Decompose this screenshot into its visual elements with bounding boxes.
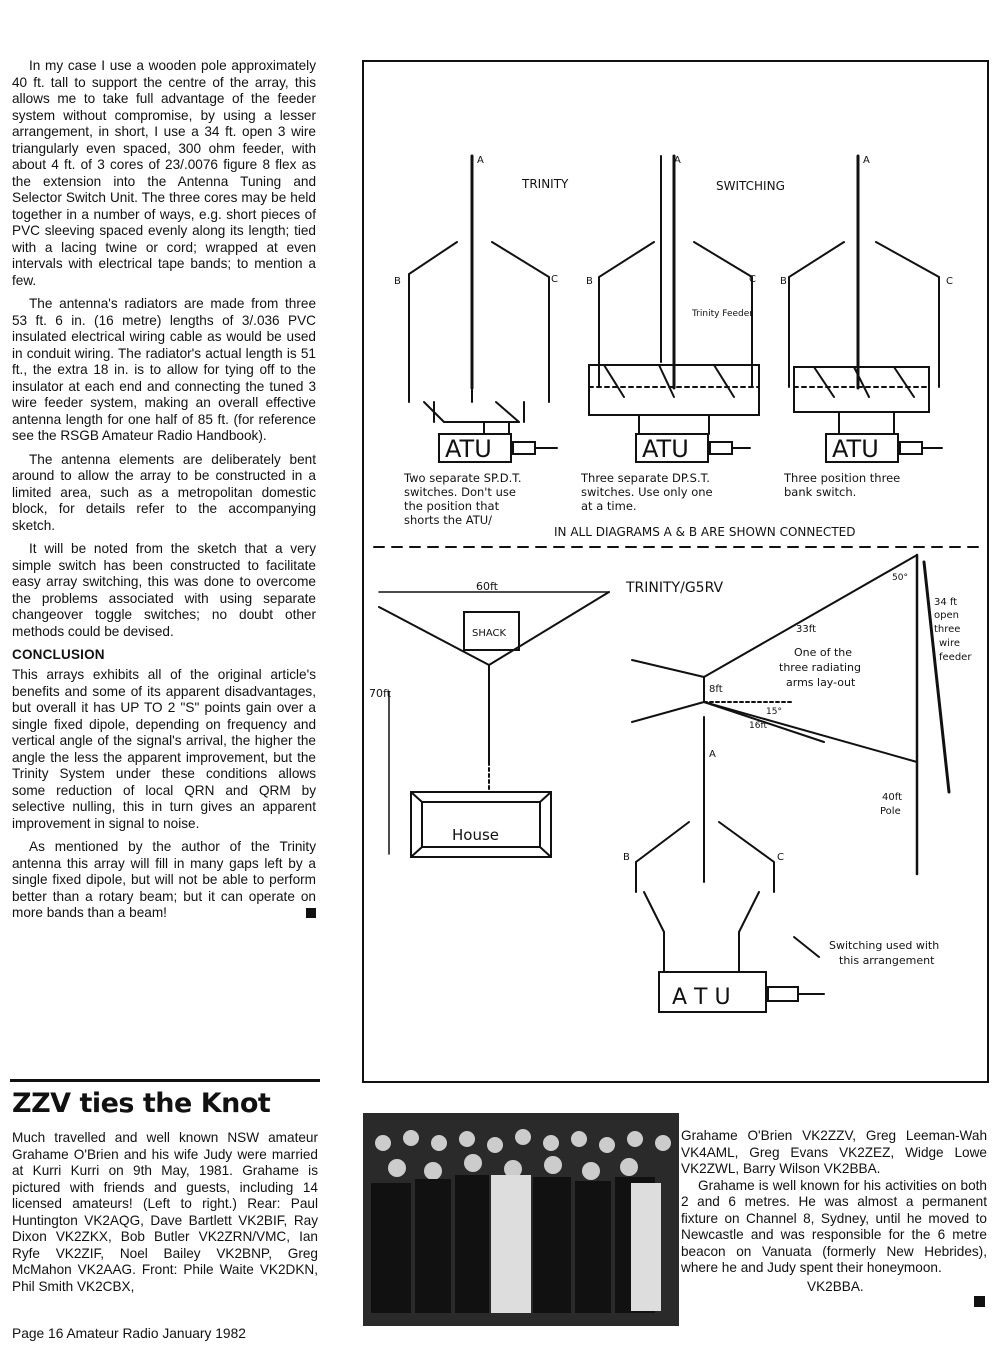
conclusion-paragraph-1: This arrays exhibits all of the original article's benefits and some of its apparent disadvantages, but overall it has UP TO 2 "S" points gain over a single fixed dipole, depending on frequency and vertical angle of the signal's arrival, the higher the angle the less the apparent improvement, but the Trinity System under these conditions allows some reduction of local QRN and QRM by selective nulling, this in turn gives an apparent improvement in signal to noise.: [12, 667, 316, 831]
zzv-title: ZZV ties the Knot: [12, 1088, 271, 1119]
pole-line1: 40ft: [882, 792, 902, 803]
atu-label-1: ATU: [445, 435, 492, 463]
label-b-1: B: [394, 276, 401, 287]
article-paragraph-3: The antenna elements are deliberately bent around to allow the array to be constructed in a limited area, such as a metropolitan domestic block, for details refer to the accompanying sketch.: [12, 451, 316, 533]
end-mark-2: [974, 1296, 985, 1307]
wedding-photo-drawing: [363, 1113, 679, 1326]
dim-8ft: 8ft: [709, 684, 723, 695]
caption3-line1: Three position three: [784, 471, 901, 485]
dim-33ft: 33ft: [796, 624, 816, 635]
diagram-1: [409, 156, 557, 462]
house-label: House: [452, 826, 500, 844]
caption2-line2: switches. Use only one: [581, 485, 713, 499]
feeder-line1: 34 ft: [934, 597, 958, 608]
conclusion-paragraph-2: [12, 839, 316, 922]
zzv-continued-paragraph: Grahame O'Brien VK2ZZV, Greg Leeman-Wah VK4AML, Greg Evans VK2ZEZ, Widge Lowe VK2ZWL, Barry Wilson VK2BBA.: [681, 1128, 987, 1176]
diagram-3: [789, 156, 942, 462]
feeder-line5: feeder: [939, 652, 972, 663]
article-paragraph-4: It will be noted from the sketch that a very simple switch has been constructed to facilitate easy array switching, this was done to overcome the problems associated with using separate changeover toggle switches; no doubt other methods could be devised.: [12, 541, 316, 639]
end-mark: [306, 908, 316, 918]
article-paragraph-1: In my case I use a wooden pole approximately 40 ft. tall to support the centre of the array, this allows me to take full advantage of the feeder system without compromise, by using a lesser arrangement, in short, I use a 34 ft. open 3 wire triangularly even spaced, 300 ohm feeder, with about 4 ft. of 3 cores of 23/.0076 figure 8 flex as the extension into the Antenna Tuning and Selector Switch Unit. The three cores may be held together in a number of ways, e.g. short pieces of PVC sleeving spaced evenly along its length; tied with a lacing twine or cord; wrapped at even intervals with electrical tape bands; to mention a few.: [12, 58, 316, 288]
caption3-line2: bank switch.: [784, 485, 857, 499]
feeder-line4: wire: [939, 638, 961, 649]
article-paragraph-2: The antenna's radiators are made from three 53 ft. 6 in. (16 metre) lengths of 3/.036 PVC insulated electrical wiring cable as would be used in conduit wiring. The radiator's actual length is 51 ft., the extra 18 in. is to allow for tying off to the insulator at each end and connecting the tuned 3 wire feeder system, making an overall effective antenna length for one half of 85 ft. (for reference see the RSGB Amateur Radio Handbook).: [12, 296, 316, 443]
label-b-4: B: [623, 852, 630, 863]
feeder-line3: three: [934, 624, 961, 635]
conclusion-paragraph-2-text: As mentioned by the author of the Trinity antenna this array will fill in many gaps left by a single fixed dipole, but will not be able to perform better than a rotary beam; but it can operate on more bands than a beam!: [12, 839, 316, 920]
shack-label: SHACK: [472, 628, 507, 639]
label-c-2: C: [749, 274, 756, 285]
page-footer: Page 16 Amateur Radio January 1982: [12, 1326, 246, 1341]
trinity-feeder-label: Trinity Feeder: [692, 309, 754, 319]
caption2-line3: at a time.: [581, 499, 637, 513]
label-a-3: A: [863, 155, 870, 166]
wedding-photo: [363, 1113, 679, 1326]
zzv-continued: [681, 1128, 987, 1294]
label-c-1: C: [551, 274, 558, 285]
title-switching: SWITCHING: [716, 179, 785, 193]
zzv-paragraph-2: Grahame is well known for his activities on both 2 and 6 metres. He was almost a permanent fixture on Channel 8, Sydney, until he moved to Newcastle and was responsible for the 6 metre beacon on Vanuata (formerly New Hebrides), where he and Judy spent their honeymoon.: [681, 1177, 987, 1275]
zzv-body: [12, 1130, 318, 1302]
label-c-4: C: [777, 852, 784, 863]
layout-line2: three radiating: [779, 661, 861, 674]
layout-line1: One of the: [794, 646, 853, 659]
angle-50: 50°: [892, 573, 908, 583]
switching-note-2: this arrangement: [839, 954, 935, 967]
section-rule: [10, 1079, 320, 1082]
signature: VK2BBA.: [807, 1278, 864, 1294]
switching-note-1: Switching used with: [829, 939, 940, 952]
pole-line2: Pole: [880, 806, 901, 817]
layout-line3: arms lay-out: [786, 676, 856, 689]
caption1-line2: switches. Don't use: [404, 485, 516, 499]
dim-16ft: 16ft: [749, 721, 767, 731]
dim-70ft: 70ft: [369, 687, 391, 700]
left-column: [12, 58, 316, 929]
atu-label-2: ATU: [642, 435, 689, 463]
label-b-3: B: [780, 276, 787, 287]
zzv-paragraph: Much travelled and well known NSW amateur Grahame O'Brien and his wife Judy were married at Kurri Kurri on 9th May, 1981. Grahame is pictured with friends and guests, including 14 licensed amateurs! (Left to right.) Rear: Paul Huntington VK2AQG, Dave Bartlett VK2BIF, Ray Dixon VK2ZKX, Bob Butler VK2ZRN/VMC, Ian Ryfe VK2ZIF, Noel Bailey VK2BNP, Greg McMahon VK2AAG. Front: Phile Waite VK2DKN, Phil Smith VK2CBX,: [12, 1130, 318, 1294]
g5rv-title: TRINITY/G5RV: [626, 580, 724, 596]
title-trinity: TRINITY: [522, 177, 569, 191]
label-c-3: C: [946, 276, 953, 287]
caption1-line4: shorts the ATU/: [404, 513, 493, 527]
antenna-figure: [362, 60, 989, 1083]
caption1-line3: the position that: [404, 499, 500, 513]
conclusion-heading: CONCLUSION: [12, 647, 105, 662]
atu-label-3: ATU: [832, 435, 879, 463]
label-a-2: A: [674, 155, 681, 166]
angle-15: 15°: [766, 707, 782, 717]
atu-label-4: A T U: [672, 985, 731, 1010]
label-b-2: B: [586, 276, 593, 287]
feeder-line2: open: [934, 610, 959, 621]
all-diagrams-note: IN ALL DIAGRAMS A & B ARE SHOWN CONNECTED: [554, 525, 856, 539]
caption1-line1: Two separate SP.D.T.: [404, 471, 522, 485]
label-a-1: A: [477, 155, 484, 166]
label-a-4: A: [709, 749, 716, 760]
caption2-line1: Three separate DP.S.T.: [581, 471, 710, 485]
antenna-diagram: [364, 62, 991, 1085]
dim-60ft: 60ft: [476, 580, 498, 593]
